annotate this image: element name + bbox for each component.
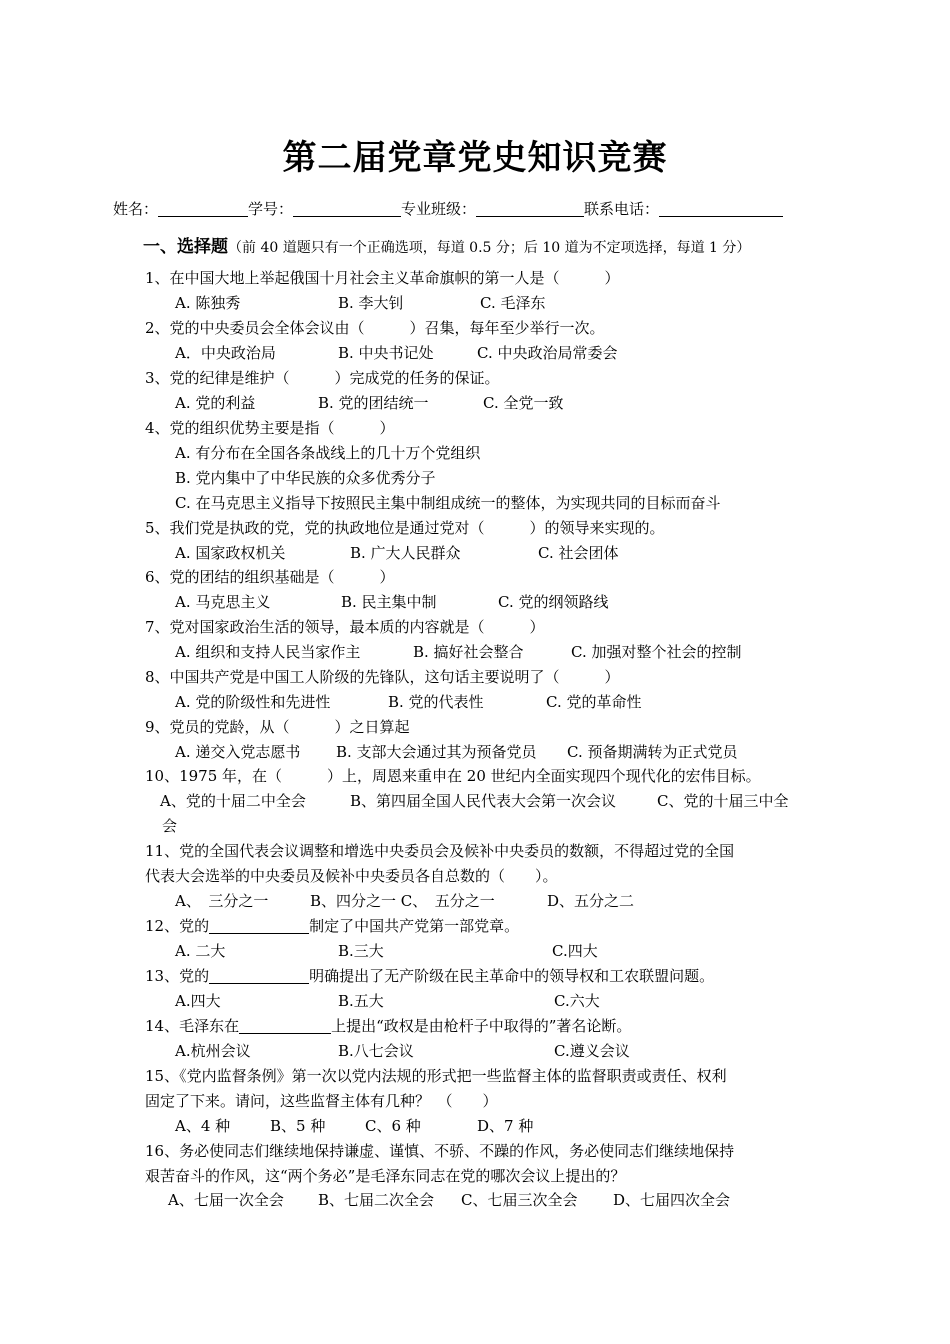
question-4-option-c[interactable]: C. 在马克思主义指导下按照民主集中制组成统一的整体，为实现共同的目标而奋斗 xyxy=(175,494,721,512)
option[interactable]: B、七届二次全会 xyxy=(318,1191,435,1209)
question-15-cont: 固定了下来。请问，这些监督主体有几种？ （ ） xyxy=(145,1092,498,1110)
option[interactable]: B. 李大钊 xyxy=(338,294,404,312)
question-14-blank[interactable] xyxy=(239,1018,331,1034)
option[interactable]: A、党的十届二中全会 xyxy=(160,792,306,810)
question-11: 11、党的全国代表会议调整和增选中央委员会及候补中央委员的数额，不得超过党的全国 xyxy=(145,842,735,860)
question-3: 3、党的纪律是维护（ ）完成党的任务的保证。 xyxy=(145,369,500,387)
option[interactable]: A. 二大 xyxy=(175,942,226,960)
option[interactable]: D、七届四次全会 xyxy=(613,1191,731,1209)
class-label: 专业班级： xyxy=(401,200,477,218)
option[interactable]: C. 全党一致 xyxy=(483,394,564,412)
student-info-row xyxy=(113,198,783,219)
option[interactable]: A. 递交入党志愿书 xyxy=(175,743,301,761)
option[interactable]: C.六大 xyxy=(554,992,600,1010)
name-label: 姓名： xyxy=(113,200,159,218)
question-4-option-b[interactable]: B. 党内集中了中华民族的众多优秀分子 xyxy=(175,469,436,487)
option[interactable]: B. 民主集中制 xyxy=(341,593,437,611)
option[interactable]: C.四大 xyxy=(552,942,598,960)
option[interactable]: B.三大 xyxy=(338,942,384,960)
option[interactable]: B. 搞好社会整合 xyxy=(413,643,524,661)
question-16: 16、务必使同志们继续地保持谦虚、谨慎、不骄、不躁的作风，务必使同志们继续地保持 xyxy=(145,1142,735,1160)
option[interactable]: B. 中央书记处 xyxy=(338,344,434,362)
option[interactable]: B.八七会议 xyxy=(338,1042,414,1060)
option[interactable]: A. 陈独秀 xyxy=(175,294,241,312)
option[interactable]: A. 国家政权机关 xyxy=(175,544,286,562)
question-12-blank[interactable] xyxy=(209,918,309,934)
option[interactable]: C. 社会团体 xyxy=(538,544,619,562)
option[interactable]: B. 党的团结统一 xyxy=(318,394,429,412)
question-14 xyxy=(145,1016,631,1036)
option[interactable]: B、5 种 xyxy=(270,1117,326,1135)
question-4: 4、党的组织优势主要是指（ ） xyxy=(145,419,395,437)
option[interactable]: C、七届三次全会 xyxy=(461,1191,578,1209)
question-12 xyxy=(145,916,519,936)
section-heading xyxy=(143,232,750,257)
question-13 xyxy=(145,966,714,986)
option[interactable]: B.五大 xyxy=(338,992,384,1010)
option[interactable]: C. 党的革命性 xyxy=(546,693,642,711)
section-title: 一、选择题 xyxy=(143,237,228,257)
option[interactable]: D、7 种 xyxy=(477,1117,534,1135)
option[interactable]: C. 加强对整个社会的控制 xyxy=(571,643,742,661)
option[interactable]: A、4 种 xyxy=(175,1117,231,1135)
question-15: 15、《党内监督条例》第一次以党内法规的形式把一些监督主体的监督职责或责任、权利 xyxy=(145,1067,727,1085)
option[interactable]: A. 党的阶级性和先进性 xyxy=(175,693,331,711)
question-14-suffix: 上提出“政权是由枪杆子中取得的”著名论断。 xyxy=(331,1017,632,1035)
option[interactable]: A. 党的利益 xyxy=(175,394,256,412)
question-10-option-wrap: 会 xyxy=(162,817,178,835)
option[interactable]: A．中央政治局 xyxy=(175,344,276,362)
question-12-prefix: 12、党的 xyxy=(145,917,210,935)
option[interactable]: A、七届一次全会 xyxy=(168,1191,284,1209)
option[interactable]: B. 党的代表性 xyxy=(388,693,484,711)
option[interactable]: C.遵义会议 xyxy=(554,1042,630,1060)
option[interactable]: B. 支部大会通过其为预备党员 xyxy=(336,743,537,761)
option[interactable]: C. 预备期满转为正式党员 xyxy=(567,743,738,761)
phone-blank[interactable] xyxy=(659,201,783,217)
option[interactable]: B. 广大人民群众 xyxy=(350,544,461,562)
section-note: （前 40 道题只有一个正确选项，每道 0.5 分；后 10 道为不定项选择，每道 1 分） xyxy=(228,240,751,256)
option[interactable]: A、 三分之一 xyxy=(175,892,269,910)
student-id-label: 学号： xyxy=(248,200,294,218)
option[interactable]: A.四大 xyxy=(175,992,221,1010)
option[interactable]: A.杭州会议 xyxy=(175,1042,251,1060)
option[interactable]: C、6 种 xyxy=(365,1117,421,1135)
question-1: 1、在中国大地上举起俄国十月社会主义革命旗帜的第一人是（ ） xyxy=(145,269,620,287)
question-11-cont: 代表大会选举的中央委员及候补中央委员各自总数的（ ）。 xyxy=(145,867,558,885)
option[interactable]: C. 党的纲领路线 xyxy=(498,593,609,611)
question-12-suffix: 制定了中国共产党第一部党章。 xyxy=(309,917,520,935)
question-10: 10、1975 年，在（ ）上，周恩来重申在 20 世纪内全面实现四个现代化的宏伟目标。 xyxy=(145,767,761,785)
option[interactable]: C、党的十届三中全 xyxy=(657,792,789,810)
question-2: 2、党的中央委员会全体会议由（ ）召集，每年至少举行一次。 xyxy=(145,319,605,337)
phone-label: 联系电话： xyxy=(584,200,660,218)
question-13-blank[interactable] xyxy=(209,968,309,984)
option[interactable]: C. 中央政治局常委会 xyxy=(477,344,618,362)
question-4-option-a[interactable]: A. 有分布在全国各条战线上的几十万个党组织 xyxy=(175,444,481,462)
question-13-prefix: 13、党的 xyxy=(145,967,210,985)
class-blank[interactable] xyxy=(476,201,584,217)
question-7: 7、党对国家政治生活的领导，最本质的内容就是（ ） xyxy=(145,618,545,636)
question-16-cont: 艰苦奋斗的作风，这“两个务必”是毛泽东同志在党的哪次会议上提出的？ xyxy=(145,1167,626,1185)
exam-title: 第二届党章党史知识竞赛 xyxy=(282,138,668,178)
question-6: 6、党的团结的组织基础是（ ） xyxy=(145,568,395,586)
question-9: 9、党员的党龄，从（ ）之日算起 xyxy=(145,718,410,736)
option[interactable]: C. 毛泽东 xyxy=(480,294,546,312)
question-13-suffix: 明确提出了无产阶级在民主革命中的领导权和工农联盟问题。 xyxy=(309,967,715,985)
option[interactable]: A. 马克思主义 xyxy=(175,593,271,611)
question-14-prefix: 14、毛泽东在 xyxy=(145,1017,240,1035)
option[interactable]: B、四分之一 C、 五分之一 xyxy=(310,892,495,910)
option[interactable]: A. 组织和支持人民当家作主 xyxy=(175,643,361,661)
name-blank[interactable] xyxy=(158,201,248,217)
question-5: 5、我们党是执政的党，党的执政地位是通过党对（ ）的领导来实现的。 xyxy=(145,519,665,537)
option[interactable]: B、第四届全国人民代表大会第一次会议 xyxy=(350,792,617,810)
student-id-blank[interactable] xyxy=(293,201,401,217)
question-8: 8、中国共产党是中国工人阶级的先锋队，这句话主要说明了（ ） xyxy=(145,668,620,686)
option[interactable]: D、五分之二 xyxy=(547,892,635,910)
